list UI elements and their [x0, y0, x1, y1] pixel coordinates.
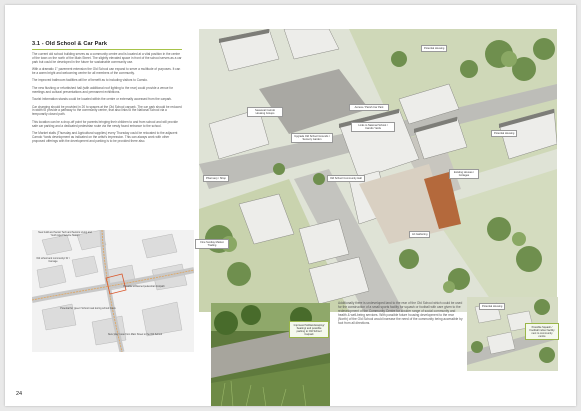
label-upgrade-grounds: Upgrade Old School Grounds / Sensory Garden: [291, 133, 333, 143]
plan-label-bottom: New 'play' route from Main Street to the Old School: [107, 333, 163, 336]
paragraph: Car charging should be provided in 20 to spaces at the Old School carpark. The car park should be reduced in width to provide a pathway to the community centre, that also links to the National School via a temporarily closed path.: [32, 104, 182, 117]
label-farmers-market: Fine Sunday Market Trading: [195, 239, 229, 249]
label-street-housing: Seasonal Carndo Housing Groups: [247, 107, 283, 117]
aerial-drawing: [199, 29, 557, 312]
aerial-illustration: [199, 29, 557, 312]
label-existing-houses: Existing Houses / Cottages: [449, 169, 479, 179]
label-potential-housing-right: Potential Housing: [491, 130, 517, 137]
label-pharmacy: Pharmacy / Shop: [203, 175, 229, 182]
paragraph: The Market stalls (Thursday and Agricultural supplies) every Thursday could be relocated to the adjacent Carndo Yards development as indicated on the artist's impression. This can always work with other proposed offerings with the development and parking is to be provided there also.: [32, 130, 178, 143]
plan-label-middle: Possible enhanced pedestrian footpath: [123, 285, 165, 288]
section-heading: 3.1 - Old School & Car Park: [32, 41, 108, 47]
label-access-parish: Access / Parish Car Park: [349, 104, 389, 111]
site-plan: [32, 230, 194, 352]
label-potential-housing-top: Potential Housing: [421, 45, 447, 52]
label-pedestrian-link: Links to National School / Carndo Yards: [351, 122, 395, 132]
label-art-gathering: Art Gathering: [409, 231, 430, 238]
label-old-school-centre: Old School Community Hall: [327, 175, 365, 182]
page-number: 24: [16, 391, 23, 397]
inset-label-housing: Potential Housing: [479, 303, 505, 310]
photo-label: Improved Softlandscaping/ Seating/ and possible parking to Old School Carpark: [289, 321, 329, 338]
landscape-drawing: [211, 303, 330, 406]
plan-label-top-left: New build and Senior Tech and Seniors Living and Youth Aged Service Station: [38, 231, 92, 237]
paragraph: With a dramatic 1° pavement extension the Old School can expand to serve a multitude of purposes. It can be a warm bright and welcoming centre for all members of the community.: [32, 67, 181, 75]
inset-label-sports: Possible Squash / Football indoor facility next to community centre: [525, 323, 559, 340]
paragraph: The improved bathroom facilities will be of benefit as to including visitors to Carndo.: [32, 78, 148, 83]
paragraph: This location can be a drop-off point for parents bringing their children to and from school and will provide safe car parking and a dedicated pedestrian route via the newly found entrance to the school.: [32, 119, 178, 128]
paragraph: Tourist information stands could be located within the centre or externally accessed from the carpark.: [32, 97, 173, 102]
section-body: [32, 53, 182, 147]
paragraph: The current old school building serves as a community centre and is located at a vital position in the centre of the town on the north of the Main Street. The slightly elevated space in front of the school serves as a car park but could be developed in the future for sustainable community use.: [32, 52, 182, 64]
plan-label-left: Old school and community/ Dr / Carnage: [36, 257, 70, 263]
plan-label-lower: Potential for 'green' School road during school hours: [60, 307, 116, 310]
heading-rule: [32, 49, 182, 50]
paragraph: The new flushing or refurbished hall (with additional roof lighting to the rear) could provide a venue for meetings and cultural presentations and permanent exhibitions.: [32, 85, 174, 94]
caption-text: Additionally there is undeveloped land to the rear of the Old School which could be used for the construction of a small sports facility for squash or football with care given to the redevelopment of the Community Centre for a wider range of social community and health & well-being services. With possible future housing development to the rear (North) of the Old School would increase the need of the community being accessible by foot from all directions.: [338, 301, 463, 326]
brochure-page: [5, 5, 576, 406]
landscape-photo: [211, 303, 330, 406]
inset-illustration: [467, 297, 558, 371]
